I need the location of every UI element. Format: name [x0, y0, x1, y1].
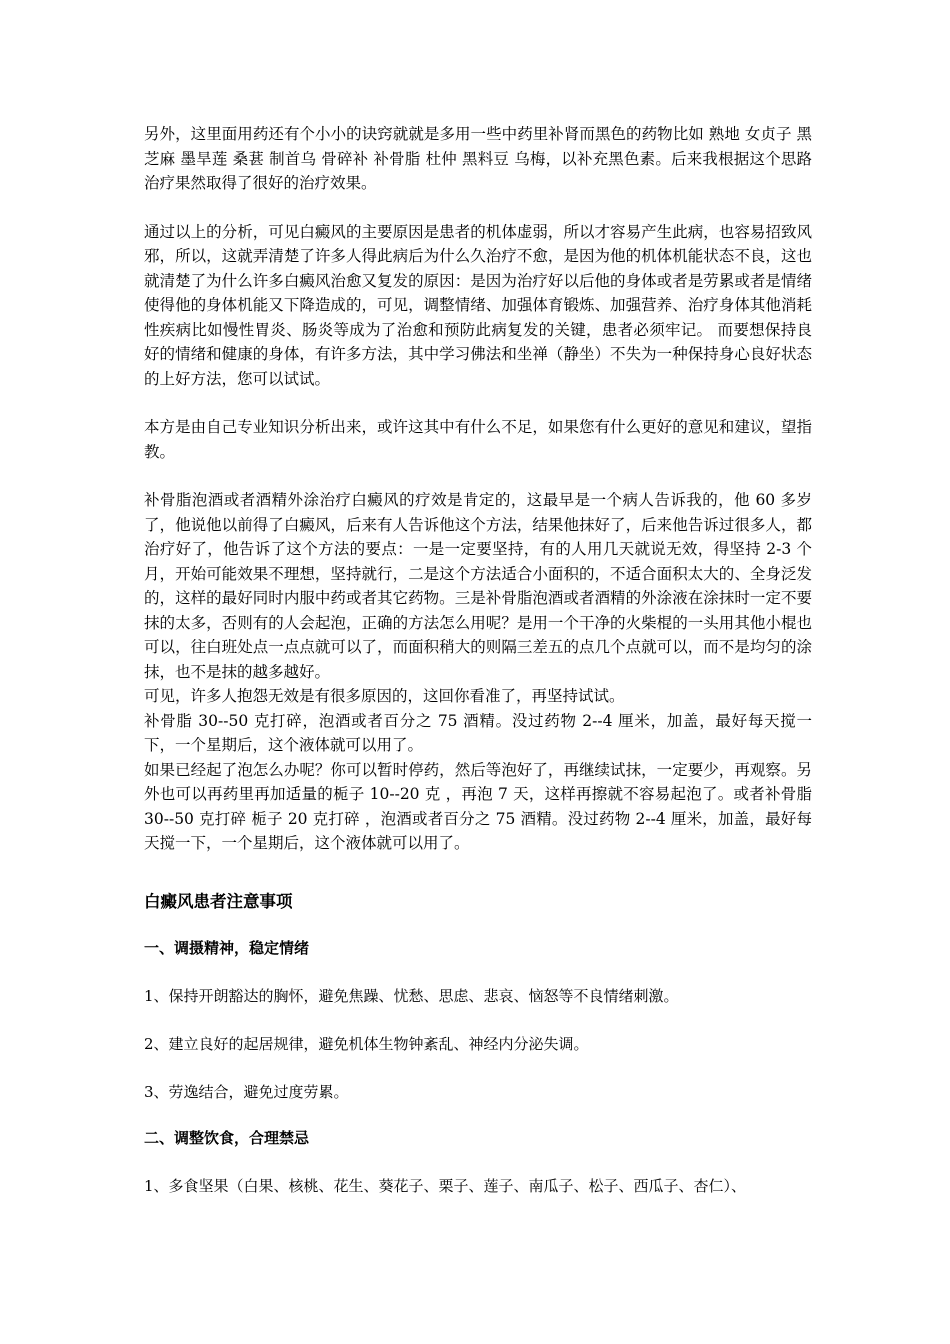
- list-item: 2、建立良好的起居规律，避免机体生物钟紊乱、神经内分泌失调。: [144, 1034, 589, 1053]
- paragraph-disclaimer: 本方是由自己专业知识分析出来，或许这其中有什么不足，如果您有什么更好的意见和建议，望指教。: [144, 418, 812, 461]
- paragraph-analysis: 通过以上的分析，可见白癜风的主要原因是患者的机体虚弱，所以才容易产生此病，也容易招致风邪，所以，这就弄清楚了许多人得此病后为什么久治疗不愈，是因为他的机体机能状态不良，这也就清楚了为什么许多白癜风治愈又复发的原因：是因为治疗好以后他的身体或者是劳累或者是情绪使得他的身体机能又下降造成的，可见，调整情绪、加强体育锻炼、加强营养、治疗身体其他消耗性疾病比如慢性胃炎、肠炎等成为了治愈和预防此病复发的关键，患者必须牢记。 而要想保持良好的情绪和健康的身体，有许多方法，其中学习佛法和坐禅（静坐）不失为一种保持身心良好状态的上好方法，您可以试试。: [144, 222, 812, 388]
- paragraph-persist: 可见，许多人抱怨无效是有很多原因的，这回你看准了，再坚持试试。: [144, 687, 625, 705]
- document-page: [144, 122, 812, 1198]
- subsection-title-diet: 二、调整饮食，合理禁忌: [144, 1128, 310, 1147]
- paragraph-black-herbs: 另外，这里面用药还有个小小的诀窍就就是多用一些中药里补肾而黑色的药物比如 熟地 女贞子 黑芝麻 墨旱莲 桑葚 制首乌 骨碎补 补骨脂 杜仲 黑料豆 乌梅，以补充黑色素。后来我根据这个思路治疗果然取得了很好的治疗效果。: [144, 125, 812, 192]
- paragraph-psoralea-method: 补骨脂泡酒或者酒精外涂治疗白癜风的疗效是肯定的，这最早是一个病人告诉我的，他 60 多岁了，他说他以前得了白癜风，后来有人告诉他这个方法，结果他抹好了，后来他告诉过很多人，都治疗好了，他告诉了这个方法的要点：一是一定要坚持，有的人用几天就说无效，得坚持 2-3 个月，开始可能效果不理想，坚持就行，二是这个方法适合小面积的，不适合面积太大的、全身泛发的，这样的最好同时内服中药或者其它药物。三是补骨脂泡酒或者酒精的外涂液在涂抹时一定不要抹的太多，否则有的人会起泡，正确的方法怎么用呢？是用一个干净的火柴棍的一头用其他小棍也可以，往白班处点一点点就可以了，而面积稍大的则隔三差五的点几个点就可以，而不是均匀的涂抹，也不是抹的越多越好。: [144, 491, 812, 681]
- list-item: 3、劳逸结合，避免过度劳累。: [144, 1082, 349, 1101]
- list-item: 1、保持开朗豁达的胸怀，避免焦躁、忧愁、思虑、悲哀、恼怒等不良情绪刺激。: [144, 986, 679, 1005]
- paragraph-recipe: 补骨脂 30--50 克打碎，泡酒或者百分之 75 酒精。没过药物 2--4 厘米，加盖，最好每天搅一下，一个星期后，这个液体就可以用了。: [144, 711, 812, 754]
- list-item: 1、多食坚果（白果、核桃、花生、葵花子、栗子、莲子、南瓜子、松子、西瓜子、杏仁）、: [144, 1176, 747, 1195]
- paragraph-blister: 如果已经起了泡怎么办呢？你可以暂时停药，然后等泡好了，再继续试抹，一定要少，再观察。另外也可以再药里再加适量的栀子 10--20 克 ，再泡 7 天，这样再擦就不容易起泡了。或者补骨脂 30--50 克打碎 栀子 20 克打碎 ，泡酒或者百分之 75 酒精。没过药物 2--4 厘米，加盖，最好每天搅一下，一个星期后，这个液体就可以用了。: [144, 760, 812, 852]
- subsection-title-mental: 一、调摄精神，稳定情绪: [144, 938, 310, 957]
- section-title: 白癜风患者注意事项: [144, 891, 293, 911]
